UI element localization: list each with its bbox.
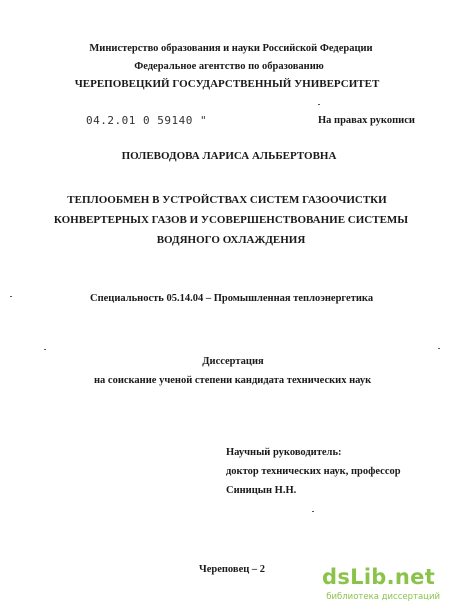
title-line-1: ТЕПЛООБМЕН В УСТРОЙСТВАХ СИСТЕМ ГАЗООЧИСТКИ <box>67 194 387 206</box>
scan-speck <box>10 296 12 297</box>
agency-line: Федеральное агентство по образованию <box>134 61 324 72</box>
dissertation-label: Диссертация <box>202 356 264 367</box>
degree-line: на соискание ученой степени кандидата технических наук <box>94 375 372 386</box>
archive-stamp: 04.2.01 0 59140 " <box>86 114 208 127</box>
supervisor-name: Синицын Н.Н. <box>226 485 297 496</box>
ministry-line: Министерство образования и науки Российской Федерации <box>89 43 373 54</box>
author-name: ПОЛЕВОДОВА ЛАРИСА АЛЬБЕРТОВНА <box>121 150 337 162</box>
university-line: ЧЕРЕПОВЕЦКИЙ ГОСУДАРСТВЕННЫЙ УНИВЕРСИТЕТ <box>74 78 380 90</box>
scan-speck <box>438 348 440 349</box>
dslib-logo: dsLib.net <box>322 565 436 589</box>
specialty-line: Специальность 05.14.04 – Промышленная теплоэнергетика <box>90 293 374 304</box>
dslib-tagline: библиотека диссертаций <box>326 592 440 602</box>
scan-speck <box>318 104 320 105</box>
title-line-3: ВОДЯНОГО ОХЛАЖДЕНИЯ <box>156 234 306 246</box>
manuscript-rights: На правах рукописи <box>318 115 415 126</box>
supervisor-label: Научный руководитель: <box>226 447 342 458</box>
title-line-2: КОНВЕРТЕРНЫХ ГАЗОВ И УСОВЕРШЕНСТВОВАНИЕ СИСТЕМЫ <box>53 214 409 226</box>
scan-speck <box>312 511 314 512</box>
supervisor-rank: доктор технических наук, профессор <box>226 466 401 477</box>
scan-speck <box>44 349 46 350</box>
dslib-watermark <box>322 565 446 609</box>
city-year: Череповец – 2 <box>199 564 266 575</box>
